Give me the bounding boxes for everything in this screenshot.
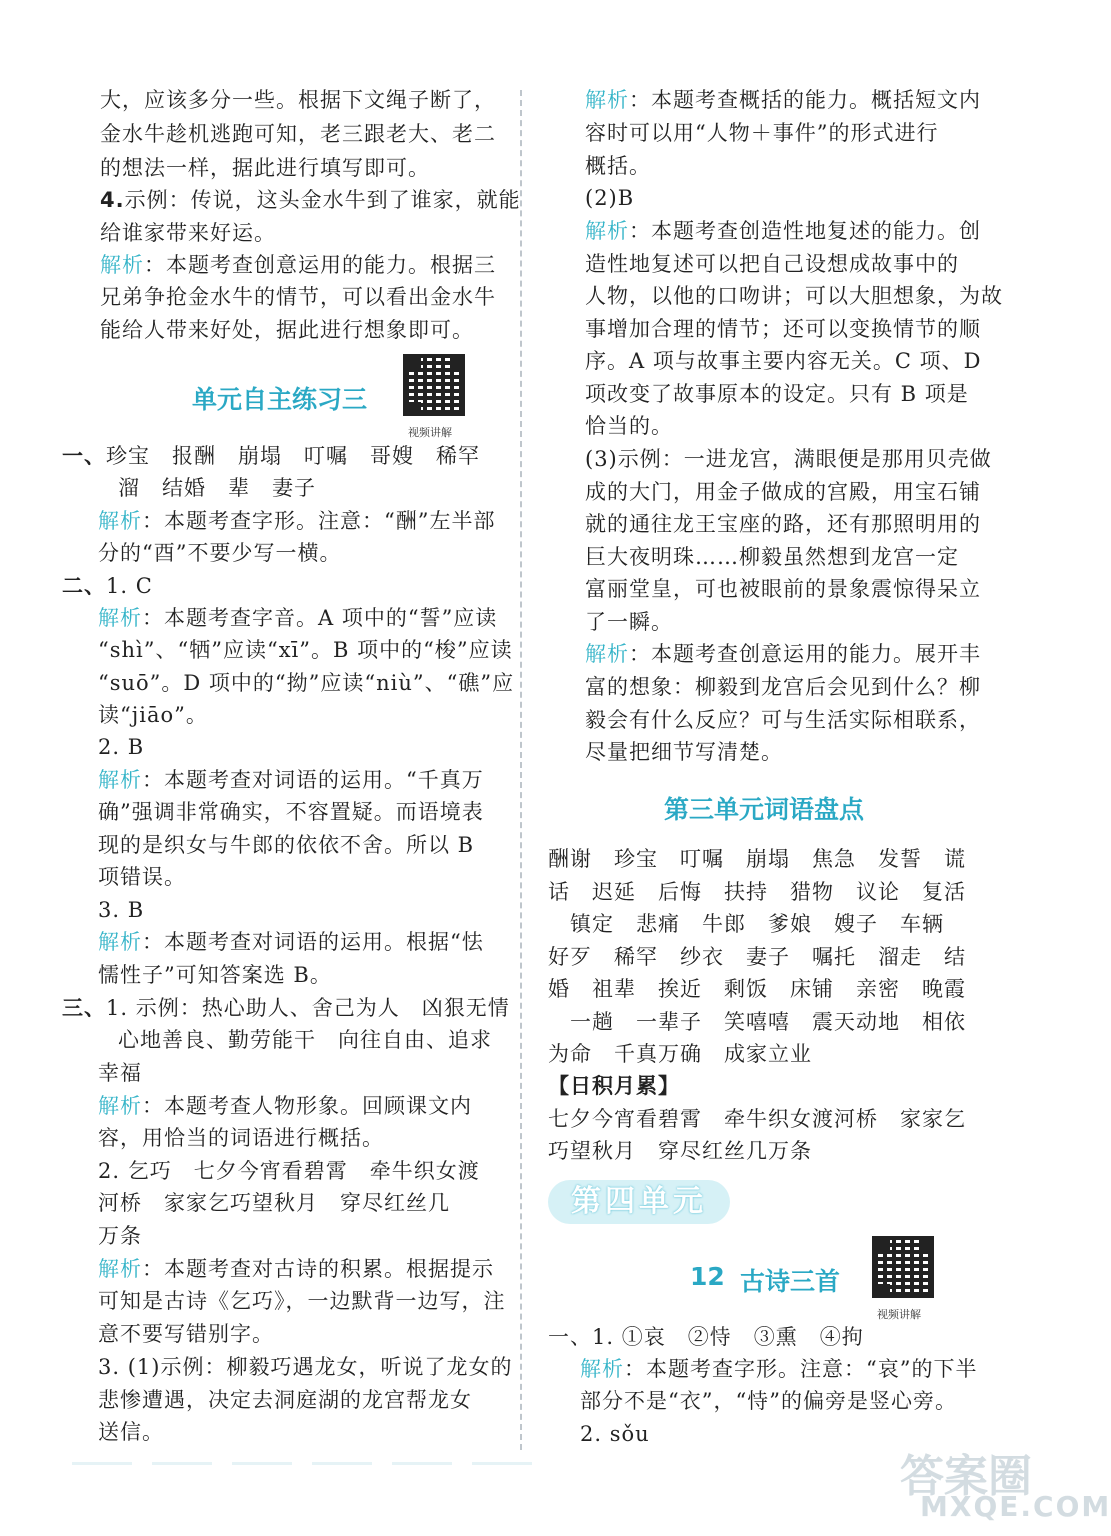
text-line: 项改变了故事原本的设定。只有 B 项是 [585, 382, 969, 406]
analysis-text: 本题考查对词语的运用。“千真万 [164, 768, 484, 792]
analysis-text: 本题考查概括的能力。概括短文内 [651, 88, 981, 112]
analysis-text: 本题考查创造性地复述的能力。创 [651, 219, 981, 243]
answer: 一、1. ①哀 ②恃 ③熏 ④拘 [548, 1325, 864, 1349]
text-line: 兄弟争抢金水牛的情节，可以看出金水牛 [100, 285, 496, 309]
question-number: 4. [100, 188, 125, 212]
section-marker: 二、 [62, 574, 106, 598]
text-line: 概括。 [585, 154, 651, 178]
unit4-banner: 第四单元 [548, 1180, 730, 1224]
text-line: 容时可以用“人物＋事件”的形式进行 [585, 121, 939, 145]
text-line: 幸福 [98, 1061, 142, 1085]
vocab-line: 为命 千真万确 成家立业 [548, 1042, 812, 1066]
analysis-label: 解析 [98, 1094, 142, 1118]
answer: 1. 示例：热心助人、舍己为人 凶狠无情 [106, 996, 510, 1020]
answer: 1. C [106, 574, 153, 598]
analysis-line: 解析：本题考查人物形象。回顾课文内 [98, 1094, 472, 1118]
vocab-title: 第三单元词语盘点 [664, 795, 865, 824]
analysis-line: 解析：本题考查字形。注意：“酬”左半部 [98, 509, 496, 533]
analysis-label: 解析 [585, 219, 629, 243]
answer: 2. B [98, 735, 145, 759]
analysis-label: 解析 [585, 642, 629, 666]
analysis-line: 解析：本题考查对古诗的积累。根据提示 [98, 1257, 494, 1281]
word-list: 珍宝 报酬 崩塌 叮嘱 哥嫂 稀罕 [106, 444, 480, 468]
text-line: 能给人带来好处，据此进行想象即可。 [100, 318, 474, 342]
vocab-line: 一趟 一辈子 笑嘻嘻 震天动地 相依 [570, 1010, 966, 1034]
vocab-line: 婚 祖辈 挨近 剩饭 床铺 亲密 晚霞 [548, 977, 966, 1001]
analysis-text: 本题考查创意运用的能力。根据三 [166, 253, 496, 277]
qr-caption: 视频讲解 [408, 426, 452, 439]
lesson-title: 古诗三首 [740, 1267, 841, 1296]
poem-line: 巧望秋月 穿尽红丝几万条 [548, 1139, 812, 1163]
vocab-line: 好歹 稀罕 纱衣 妻子 嘱托 溜走 结 [548, 945, 966, 969]
watermark-logo [880, 1440, 1111, 1530]
question-4 [100, 184, 521, 216]
question-text: 示例：传说，这头金水牛到了谁家，就能 [124, 188, 521, 212]
answer: (2)B [585, 186, 635, 210]
column-divider [520, 90, 522, 1450]
watermark-text: 答案圈 [900, 1451, 1032, 1502]
qr-code-icon[interactable] [403, 354, 465, 416]
analysis-text: 本题考查创意运用的能力。展开丰 [651, 642, 981, 666]
analysis-label: 解析 [100, 253, 144, 277]
text-line: 意不要写错别字。 [98, 1322, 274, 1346]
text-line: 造性地复述可以把自己设想成故事中的 [585, 252, 959, 276]
text-line: 事增加合理的情节；还可以变换情节的顺 [585, 317, 981, 341]
text-line: 成的大门，用金子做成的宫殿，用宝石铺 [585, 480, 981, 504]
qr-code-icon[interactable] [872, 1236, 934, 1298]
bottom-decoration [72, 1462, 542, 1465]
text-line: “suō”。D 项中的“拗”应读“niù”、“礁”应 [98, 671, 515, 695]
analysis-text: 本题考查对词语的运用。根据“怯 [164, 930, 484, 954]
text-line: 分的“酉”不要少写一横。 [98, 541, 342, 565]
analysis-text: 本题考查对古诗的积累。根据提示 [164, 1257, 494, 1281]
analysis-line: 解析：本题考查对词语的运用。根据“怯 [98, 930, 484, 954]
text-line: 的想法一样，据此进行填写即可。 [100, 156, 430, 180]
text-line: 就的通往龙王宝座的路，还有那照明用的 [585, 512, 981, 536]
text-line: 万条 [98, 1224, 142, 1248]
analysis-line: 解析：本题考查创造性地复述的能力。创 [585, 219, 981, 243]
daily-title: 【日积月累】 [548, 1074, 680, 1098]
text-line: 读“jiāo”。 [98, 703, 208, 727]
text-line: 心地善良、勤劳能干 向往自由、追求 [118, 1028, 492, 1052]
analysis-line: 解析：本题考查概括的能力。概括短文内 [585, 88, 981, 112]
analysis-text: 本题考查字音。A 项中的“誓”应读 [164, 606, 498, 630]
text-line: 恰当的。 [585, 414, 673, 438]
analysis-line: 解析：本题考查创意运用的能力。根据三 [100, 253, 496, 277]
analysis-label: 解析 [585, 88, 629, 112]
section2 [62, 570, 153, 602]
vocab-line: 话 迟延 后悔 扶持 猎物 议论 复活 [548, 880, 966, 904]
text-line: 确”强调非常确实，不容置疑。而语境表 [98, 800, 484, 824]
analysis-label: 解析 [98, 768, 142, 792]
unit3-practice-title: 单元自主练习三 [192, 385, 368, 414]
analysis-text: 本题考查人物形象。回顾课文内 [164, 1094, 472, 1118]
text-line: 项错误。 [98, 865, 186, 889]
analysis-text: 本题考查字形。注意：“哀”的下半 [646, 1357, 978, 1381]
text-line: 部分不是“衣”，“恃”的偏旁是竖心旁。 [580, 1389, 957, 1413]
text-line: 人物，以他的口吻讲；可以大胆想象，为故 [585, 284, 1003, 308]
text-line: 容，用恰当的词语进行概括。 [98, 1126, 384, 1150]
vocab-line: 镇定 悲痛 牛郎 爹娘 嫂子 车辆 [570, 912, 944, 936]
analysis-line: 解析：本题考查对词语的运用。“千真万 [98, 768, 484, 792]
vocab-line: 酬谢 珍宝 叮嘱 崩塌 焦急 发誓 谎 [548, 847, 966, 871]
analysis-line: 解析：本题考查字音。A 项中的“誓”应读 [98, 606, 498, 630]
qr-caption: 视频讲解 [877, 1308, 921, 1321]
watermark-url: MXQE.COM [920, 1490, 1111, 1523]
text-line: 富的想象：柳毅到龙宫后会见到什么？柳 [585, 675, 981, 699]
text-line: 毅会有什么反应？可与生活实际相联系， [585, 708, 981, 732]
text-line: 金水牛趁机逃跑可知，老三跟老大、老二 [100, 122, 496, 146]
answer: (3)示例：一进龙宫，满眼便是那用贝壳做 [585, 447, 992, 471]
section-marker: 一、 [62, 444, 106, 468]
word-list: 溜 结婚 辈 妻子 [118, 476, 316, 500]
analysis-text: 本题考查字形。注意：“酬”左半部 [164, 509, 496, 533]
text-line: 懦性子”可知答案选 B。 [98, 963, 332, 987]
poem-line: 七夕今宵看碧霄 牵牛织女渡河桥 家家乞 [548, 1107, 966, 1131]
analysis-label: 解析 [98, 606, 142, 630]
analysis-line: 解析：本题考查字形。注意：“哀”的下半 [580, 1357, 978, 1381]
text-line: 富丽堂皇，可也被眼前的景象震惊得呆立 [585, 577, 981, 601]
analysis-label: 解析 [98, 509, 142, 533]
text-line: 大，应该多分一些。根据下文绳子断了， [100, 88, 496, 112]
text-line: 河桥 家家乞巧望秋月 穿尽红丝几 [98, 1191, 450, 1215]
lesson-number: 12 [690, 1262, 725, 1291]
section-marker: 三、 [62, 996, 106, 1020]
text-line: “shì”、“牺”应读“xī”。B 项中的“梭”应读 [98, 638, 513, 662]
analysis-label: 解析 [98, 1257, 142, 1281]
section1 [62, 440, 480, 472]
text-line: 可知是古诗《乞巧》，一边默背一边写，注 [98, 1289, 506, 1313]
text-line: 送信。 [98, 1420, 164, 1444]
section3 [62, 992, 510, 1024]
answer: 2. sǒu [580, 1422, 650, 1446]
answer: 3. B [98, 898, 145, 922]
text-line: 巨大夜明珠……柳毅虽然想到龙宫一定 [585, 545, 959, 569]
analysis-label: 解析 [580, 1357, 624, 1381]
text-line: 序。A 项与故事主要内容无关。C 项、D [585, 349, 982, 373]
analysis-line: 解析：本题考查创意运用的能力。展开丰 [585, 642, 981, 666]
text-line: 了一瞬。 [585, 610, 673, 634]
text-line: 尽量把细节写清楚。 [585, 740, 783, 764]
answer: 2. 乞巧 七夕今宵看碧霄 牵牛织女渡 [98, 1159, 480, 1183]
text-line: 给谁家带来好运。 [100, 221, 276, 245]
answer: 3. (1)示例：柳毅巧遇龙女，听说了龙女的 [98, 1355, 513, 1379]
text-line: 现的是织女与牛郎的依依不舍。所以 B [98, 833, 475, 857]
text-line: 悲惨遭遇，决定去洞庭湖的龙宫帮龙女 [98, 1388, 472, 1412]
analysis-label: 解析 [98, 930, 142, 954]
